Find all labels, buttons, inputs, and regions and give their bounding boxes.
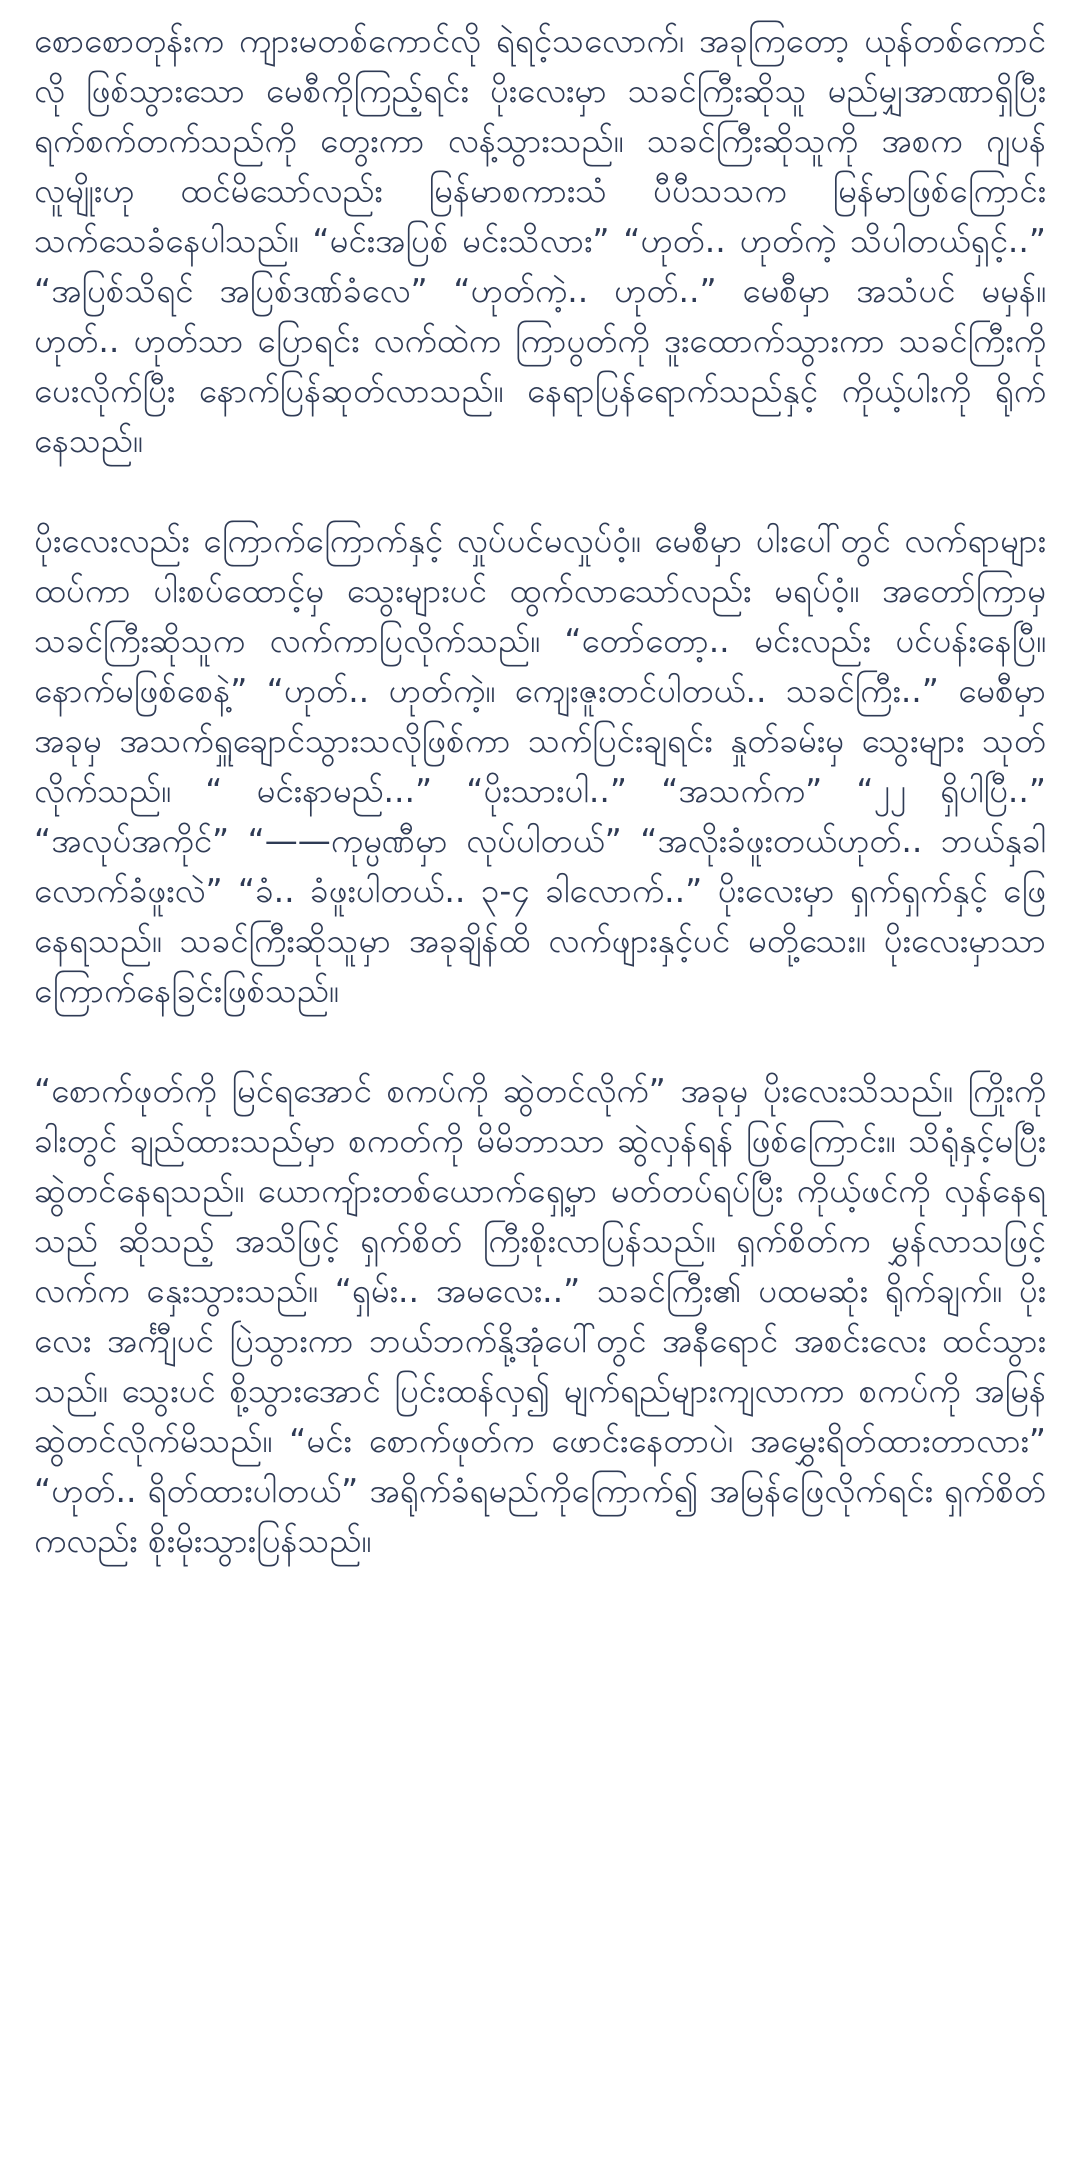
story-paragraph-1: စောစောတုန်းက ကျားမတစ်ကောင်လို ရဲရင့်သလောက်၊ အခုကြတော့ ယုန်တစ်ကောင်လို ဖြစ်သွားသော မေစီကိုကြည့်ရင်း ပိုးလေးမှာ သခင်ကြီးဆိုသူ မည်မျှအာဏာရှိပြီး ရက်စက်တက်သည်ကို တွေးကာ လန့်သွားသည်။ သခင်ကြီးဆိုသူကို အစက ဂျပန်လူမျိုးဟု ထင်မိသော်လည်း မြန်မာစကားသံ ပီပီသသက မြန်မာဖြစ်ကြောင်း သက်သေခံနေပါသည်။ “မင်းအပြစ် မင်းသိလား” “ဟုတ်.. ဟုတ်ကဲ့ သိပါတယ်ရှင့်..” “အပြစ်သိရင် အပြစ်ဒဏ်ခံလေ” “ဟုတ်ကဲ့.. ဟုတ်..” မေစီမှာ အသံပင် မမှန်။ ဟုတ်.. ဟုတ်သာ ပြောရင်း လက်ထဲက ကြာပွတ်ကို ဒူးထောက်သွားကာ သခင်ကြီးကို ပေးလိုက်ပြီး နောက်ပြန်ဆုတ်လာသည်။ နေရာပြန်ရောက်သည်နှင့် ကိုယ့်ပါးကို ရိုက်နေသည်။ — [34, 21, 1046, 460]
story-text — [34, 16, 1046, 1566]
story-paragraph-3: “စောက်ဖုတ်ကို မြင်ရအောင် စကပ်ကို ဆွဲတင်လိုက်” အခုမှ ပိုးလေးသိသည်။ ကြိုးကို ခါးတွင် ချည်ထားသည်မှာ စကတ်ကို မိမိဘာသာ ဆွဲလှန်ရန် ဖြစ်ကြောင်း။ သိရုံနှင့်မပြီး ဆွဲတင်နေရသည်။ ယောကျ်ားတစ်ယောက်ရှေ့မှာ မတ်တပ်ရပ်ပြီး ကိုယ့်ဖင်ကို လှန်နေရသည် ဆိုသည့် အသိဖြင့် ရှက်စိတ် ကြီးစိုးလာပြန်သည်။ ရှက်စိတ်က မွှန်လာသဖြင့် လက်က နှေးသွားသည်။ “ရှမ်း.. အမလေး..” သခင်ကြီး၏ ပထမဆုံး ရိုက်ချက်။ ပိုးလေး အင်္ကျီပင် ပြဲသွားကာ ဘယ်ဘက်နို့အုံပေါ်တွင် အနီရောင် အစင်းလေး ထင်သွားသည်။ သွေးပင် စို့သွားအောင် ပြင်းထန်လှ၍ မျက်ရည်များကျလာကာ စကပ်ကို အမြန်ဆွဲတင်လိုက်မိသည်။ “မင်း စောက်ဖုတ်က ဖောင်းနေတာပဲ၊ အမွှေးရိတ်ထားတာလား” “ဟုတ်.. ရိတ်ထားပါတယ်” အရိုက်ခံရမည်ကိုကြောက်၍ အမြန်ဖြေလိုက်ရင်း ရှက်စိတ်ကလည်း စိုးမိုးသွားပြန်သည်။ — [34, 1071, 1046, 1560]
story-paragraph-2: ပိုးလေးလည်း ကြောက်ကြောက်နှင့် လှုပ်ပင်မလှုပ်ဝံ့။ မေစီမှာ ပါးပေါ်တွင် လက်ရာများထပ်ကာ ပါးစပ်ထောင့်မှ သွေးများပင် ထွက်လာသော်လည်း မရပ်ဝံ့။ အတော်ကြာမှ သခင်ကြီးဆိုသူက လက်ကာပြလိုက်သည်။ “တော်တော့.. မင်းလည်း ပင်ပန်းနေပြီ။ နောက်မဖြစ်စေနဲ့” “ဟုတ်.. ဟုတ်ကဲ့။ ကျေးဇူးတင်ပါတယ်.. သခင်ကြီး..” မေစီမှာ အခုမှ အသက်ရှူချောင်သွားသလိုဖြစ်ကာ သက်ပြင်းချရင်း နှုတ်ခမ်းမှ သွေးများ သုတ်လိုက်သည်။ “ မင်းနာမည်...” “ပိုးသားပါ..” “အသက်က” “၂၂ ရှိပါပြီ..” “အလုပ်အကိုင်” “——ကုမ္ပဏီမှာ လုပ်ပါတယ်” “အလိုးခံဖူးတယ်ဟုတ်.. ဘယ်နှခါလောက်ခံဖူးလဲ” “ခံ.. ခံဖူးပါတယ်.. ၃-၄ ခါလောက်..” ပိုးလေးမှာ ရှက်ရှက်နှင့် ဖြေနေရသည်။ သခင်ကြီးဆိုသူမှာ အခုချိန်ထိ လက်ဖျားနှင့်ပင် မတို့သေး။ ပိုးလေးမှာသာ ကြောက်နေခြင်းဖြစ်သည်။ — [34, 521, 1046, 1010]
